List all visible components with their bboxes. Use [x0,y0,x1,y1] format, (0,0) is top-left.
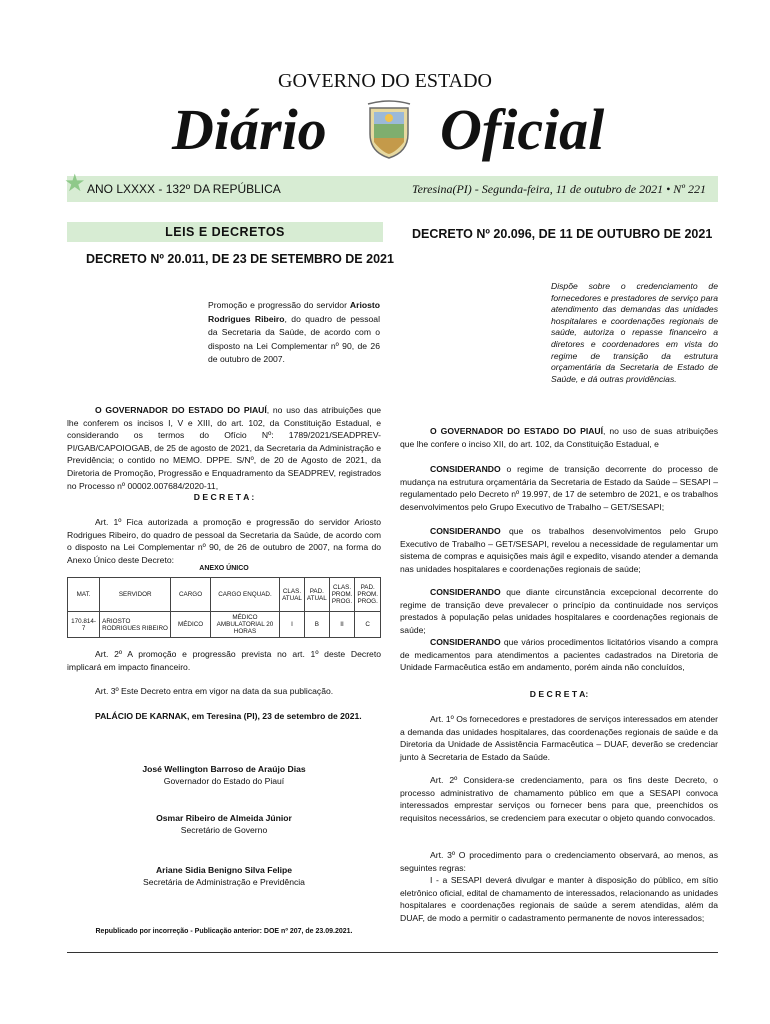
th-mat: MAT. [68,578,100,612]
right-art1: Art. 1º Os fornecedores e prestadores de serviços interessados em atender a demanda das unidades hospitalares, das coordenações regionais de saúde e da Diretoria da Unidade de Assistência Farmacêutica – DUAF, deverão se credenciar junto à Secretaria de Estado da Saúde. [400,714,718,762]
section-title: LEIS E DECRETOS [67,222,383,242]
considerando-1 [400,463,718,513]
left-art2: Art. 2º A promoção e progressão prevista no art. 1º deste Decreto implicará em impacto financeiro. [67,649,381,672]
th-cargo: CARGO [171,578,211,612]
edition-year: ANO LXXXX - 132º DA REPÚBLICA [87,182,281,196]
sig3-role: Secretária de Administração e Previdência [143,877,305,887]
considerando-label-1: CONSIDERANDO [430,464,501,474]
edition-date: Teresina(PI) - Segunda-feira, 11 de outubro de 2021 • Nº 221 [412,182,706,196]
td-pad-prom: C [355,612,381,638]
th-clas-atual: CLAS. ATUAL [280,578,305,612]
considerando-3 [400,586,718,636]
masthead-diario: Diário [172,97,327,162]
left-intro-bold: O GOVERNADOR DO ESTADO DO PIAUÍ [95,405,267,415]
th-servidor: SERVIDOR [100,578,171,612]
left-intro [67,404,381,492]
right-intro-text: , no uso de suas atribuições que lhe confere o inciso XII, do art. 102, da Constituição Estadual, e [400,426,718,449]
considerando-label-4: CONSIDERANDO [430,637,501,647]
th-pad-prom: PAD. PROM. PROG. [355,578,381,612]
td-clas-atual: I [280,612,305,638]
right-art2: Art. 2º Considera-se credenciamento, para os fins deste Decreto, o processo administrativo de chamamento público em que a SESAPI convoca interessados emprestar serviços ou fornecer bens para que, preenchidos os requisitos necessários, se credenciem para executar o objeto quando convocados. [400,775,718,823]
sig2-name: Osmar Ribeiro de Almeida Júnior [156,813,292,823]
edition-band [67,176,718,202]
considerando-label-3: CONSIDERANDO [430,587,501,597]
left-decree-title: DECRETO Nº 20.011, DE 23 DE SETEMBRO DE 2021 [86,252,394,266]
bottom-rule [67,952,718,953]
th-cargo-enquad: CARGO ENQUAD. [210,578,279,612]
left-summary-text-b: , do quadro de pessoal da Secretaria da Saúde, de acordo com o disposto na Lei Complementar nº 90, de 26 de outubro de 2007. [208,313,380,364]
left-art3: Art. 3º Este Decreto entra em vigor na data da sua publicação. [95,686,334,696]
right-summary: Dispõe sobre o credenciamento de fornecedores e prestadores de serviço para atendimento das demandas das unidades hospitalares e coordenações regionais de saúde, autoriza o repasse financeiro a diretores e coordenadores em vista do regime de transição da estrutura orçamentária da Secretaria de Estado de Saúde, e dá outras providências. [551,281,718,384]
left-summary [208,299,380,367]
annex-table [67,577,381,638]
masthead-oficial: Oficial [440,97,605,162]
right-inciso-1: I - a SESAPI deverá divulgar e manter à disposição do público, em sítio eletrônico oficial, edital de chamamento de interessados, relacionando as unidades hospitalares e coordenações regionais de saúde a serem atendidas, além da DUAF, de modo a permitir o cadastramento permanente de novos interessados; [400,875,718,923]
coat-of-arms-icon [366,100,412,160]
left-art1: Art. 1º Fica autorizada a promoção e progressão do servidor Ariosto Rodrigues Ribeiro, do quadro de pessoal da Secretaria da Saúde, de acordo com o disposto na Lei Complementar nº 90, de 26 de outubro de 2007, na forma do Anexo Único deste Decreto: [67,517,381,565]
table-row [68,612,381,638]
sig2-role: Secretário de Governo [180,825,268,835]
left-palacio: PALÁCIO DE KARNAK, em Teresina (PI), 23 de setembro de 2021. [95,711,362,721]
left-decreta: D E C R E T A : [193,492,255,502]
right-intro [400,425,718,450]
left-summary-text-a: Promoção e progressão do servidor [208,300,350,310]
governo-do-estado: GOVERNO DO ESTADO [278,70,492,92]
annex-header-row [68,578,381,612]
td-mat: 170.814-7 [68,612,100,638]
td-cargo: MÉDICO [171,612,211,638]
considerando-label-2: CONSIDERANDO [430,526,501,536]
td-clas-prom: II [329,612,355,638]
considerando-text-2: que os trabalhos desenvolvimentos pelo Grupo Executivo de Trabalho – GET/SESAPI, revelou a necessidade de regulamentar um sistema de compras e aquisições mais ágil e expedito, visando atender a demanda nas unidades hospitalares e coordenações regionais de saúde; [400,526,718,574]
right-decree-title: DECRETO Nº 20.096, DE 11 DE OUTUBRO DE 2021 [412,227,713,241]
th-clas-prom: CLAS. PROM. PROG. [329,578,355,612]
annex-title: ANEXO ÚNICO [199,565,249,572]
left-summary-bold: Ariosto Rodrigues Ribeiro [208,300,380,324]
sig3-name: Ariane Sidia Benigno Silva Felipe [155,865,293,875]
td-cargo-enquad: MÉDICO AMBULATORIAL 20 HORAS [210,612,279,638]
star-icon: ★ [64,170,86,197]
right-decreta: D E C R E T A: [529,689,589,699]
considerando-text-3: que diante circunstância excepcional decorrente do regime de transição deve prevalecer o princípio da continuidade nos serviços prestados à população pelas unidades hospitalares e coordenações regionais de saúde; [400,587,718,635]
th-pad-atual: PAD. ATUAL [304,578,329,612]
td-pad-atual: B [304,612,329,638]
considerando-text-1: o regime de transição decorrente do processo de mudança na estrutura orçamentária da Secretaria de Estado da Saúde – SESAPI – regulamentado pelo Decreto nº 19.997, de 17 de setembro de 2021, e os trabalhos desenvolvimentos pelo Grupo Executivo de Trabalho – GET/SESAPI; [400,464,718,512]
considerando-4 [400,636,718,674]
right-intro-bold: O GOVERNADOR DO ESTADO DO PIAUÍ [430,426,604,436]
sig1-name: José Wellington Barroso de Araújo Dias [142,764,306,774]
considerando-2 [400,525,718,575]
td-servidor: ARIOSTO RODRIGUES RIBEIRO [100,612,171,638]
footnote: Republicado por incorreção - Publicação anterior: DOE nº 207, de 23.09.2021. [95,928,353,935]
left-intro-text: , no uso das atribuições que lhe conferem os incisos I, V e XIII, do art. 102, da Constituição Estadual, e considerando os termos do Ofício Nº: 1789/2021/SEADPREV-PI/GAB/CAPOIOGAB, de 25 de agosto de 2021, da Secretaria da Administração e Previdência; o contido no MEMO. DPPE. S/Nº, de 20 de Agosto de 2021, da Diretoria de Promoção, Progressão e Enquadramento da SEADPREV, registrados no Processo nº 00002.007684/2020-11, [67,405,382,491]
sig1-role: Governador do Estado do Piauí [163,776,285,786]
right-art3: Art. 3º O procedimento para o credenciamento observará, ao menos, as seguintes regras: [400,850,718,873]
considerando-text-4: que vários procedimentos licitatórios visando a compra de medicamentos para atendimentos a pacientes cadastrados na Diretoria de Unidade Farmacêutica estão em andamento, porém ainda não concluídos, [400,637,718,673]
